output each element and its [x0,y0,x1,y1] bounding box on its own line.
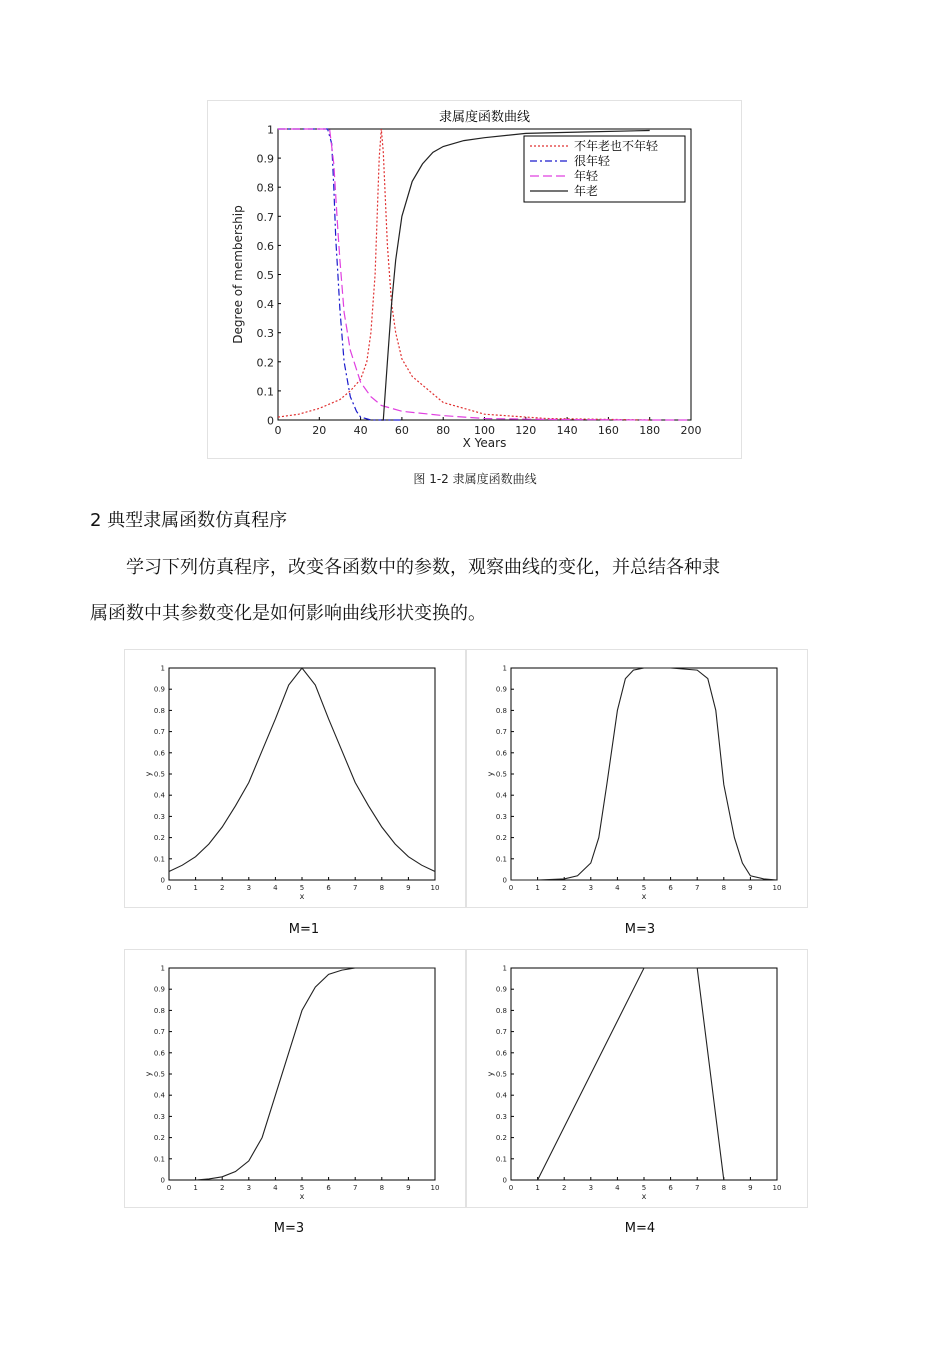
subfigure-2 [466,649,808,908]
x-tick-label: 8 [721,884,727,892]
x-tick-label: 0 [274,424,282,437]
x-tick-label: 10 [772,884,782,892]
x-tick-label: 9 [748,884,753,892]
y-tick-label: 1 [267,123,274,137]
subfigure-caption-3: M=3 [273,1221,305,1236]
y-tick-label: 0.7 [495,1028,507,1037]
subfigure-3 [124,949,466,1208]
chart-title: 隶属度函数曲线 [438,110,531,125]
y-tick-label: 0 [267,414,274,428]
x-tick-label: 0 [508,1184,514,1192]
x-tick-label: 5 [299,1184,305,1192]
x-tick-label: 2 [561,1184,567,1192]
y-tick-label: 0.4 [153,1091,165,1100]
x-tick-label: 7 [352,1184,358,1192]
x-axis-label: x [299,892,305,901]
x-tick-label: 6 [326,884,331,892]
y-tick-label: 0.5 [256,269,274,282]
y-tick-label: 0.6 [153,1049,165,1058]
y-tick-label: 0.5 [153,1070,165,1079]
x-tick-label: 5 [641,884,647,892]
membership-chart [208,101,741,458]
subplot-m3-b [125,950,465,1207]
x-tick-label: 100 [474,424,495,437]
y-tick-label: 0.6 [495,749,507,758]
x-tick-label: 4 [615,884,620,892]
x-tick-label: 10 [772,1184,782,1192]
y-tick-label: 0.7 [153,728,165,737]
x-tick-label: 2 [561,884,567,892]
y-axis-label: Degree of membership [231,205,245,344]
x-axis-label: x [641,892,647,901]
y-tick-label: 0.1 [495,855,507,864]
x-tick-label: 200 [680,424,702,437]
x-tick-label: 0 [508,884,514,892]
y-tick-label: 0.5 [495,770,507,779]
plot-area [169,968,435,1180]
y-tick-label: 0.3 [495,1112,507,1121]
x-tick-label: 8 [721,1184,727,1192]
y-tick-label: 0.9 [153,985,165,994]
x-tick-label: 7 [694,884,700,892]
y-tick-label: 0.7 [495,728,507,737]
x-tick-label: 3 [588,884,594,892]
y-tick-label: 0 [160,876,165,885]
x-tick-label: 20 [312,424,327,437]
x-tick-label: 160 [597,424,619,437]
figure-caption: 图 1-2 隶属度函数曲线 [413,472,537,486]
y-tick-label: 0.3 [256,327,274,341]
y-tick-label: 0.8 [495,706,507,715]
x-tick-label: 4 [615,1184,620,1192]
y-tick-label: 0.4 [495,791,507,800]
y-tick-label: 0.2 [495,834,507,843]
y-tick-label: 0.4 [256,298,274,312]
x-tick-label: 80 [436,424,451,437]
y-tick-label: 1 [502,664,507,673]
y-tick-label: 0.1 [495,1155,507,1164]
y-tick-label: 0.8 [153,706,165,715]
x-tick-label: 0 [166,884,172,892]
x-tick-label: 8 [379,1184,385,1192]
y-tick-label: 0.1 [256,385,274,399]
y-tick-label: 1 [160,664,165,673]
subfigure-caption-1: M=1 [288,922,320,937]
x-axis-label: x [641,1192,647,1201]
y-axis-label: y [144,1071,153,1077]
x-tick-label: 1 [535,1184,540,1192]
y-tick-label: 0.5 [495,1070,507,1079]
y-tick-label: 0.9 [153,685,165,694]
x-tick-label: 2 [219,1184,225,1192]
x-tick-label: 3 [246,884,252,892]
y-tick-label: 0.6 [153,749,165,758]
y-tick-label: 0.4 [153,791,165,800]
x-tick-label: 1 [535,884,540,892]
legend-label: 很年轻 [574,154,611,168]
x-tick-label: 2 [219,884,225,892]
y-tick-label: 0 [502,1176,507,1185]
y-axis-label: y [486,771,495,777]
y-axis-label: y [144,771,153,777]
x-tick-label: 0 [166,1184,172,1192]
y-tick-label: 1 [160,964,165,973]
x-axis-label: x [299,1192,305,1201]
y-tick-label: 0.1 [153,855,165,864]
x-tick-label: 120 [515,424,537,437]
y-tick-label: 0.8 [256,181,274,195]
x-tick-label: 60 [394,424,409,437]
x-tick-label: 5 [641,1184,647,1192]
plot-area [169,668,435,880]
y-tick-label: 0.3 [153,1112,165,1121]
x-tick-label: 3 [246,1184,252,1192]
legend-label: 不年老也不年轻 [574,139,659,153]
x-tick-label: 10 [430,1184,440,1192]
plot-area [511,968,777,1180]
y-tick-label: 0.9 [495,985,507,994]
x-tick-label: 180 [639,424,661,437]
x-tick-label: 9 [406,884,411,892]
subplot-m3-a [467,650,807,907]
x-tick-label: 9 [748,1184,753,1192]
x-tick-label: 4 [273,884,278,892]
y-tick-label: 0.9 [495,685,507,694]
subfigure-caption-4: M=4 [624,1221,656,1236]
y-tick-label: 0.5 [153,770,165,779]
y-tick-label: 0.4 [495,1091,507,1100]
paragraph-line-1: 学习下列仿真程序，改变各函数中的参数，观察曲线的变化，并总结各种隶 [126,557,720,578]
x-tick-label: 3 [588,1184,594,1192]
y-tick-label: 0.2 [256,356,274,370]
x-axis-label: X Years [462,436,507,450]
x-tick-label: 1 [193,1184,198,1192]
x-tick-label: 8 [379,884,385,892]
x-tick-label: 1 [193,884,198,892]
plot-area [511,668,777,880]
subplot-m4 [467,950,807,1207]
y-tick-label: 1 [502,964,507,973]
y-tick-label: 0 [160,1176,165,1185]
subfigure-caption-2: M=3 [624,922,656,937]
y-tick-label: 0.3 [495,812,507,821]
y-tick-label: 0.1 [153,1155,165,1164]
x-tick-label: 6 [668,1184,673,1192]
y-tick-label: 0.6 [495,1049,507,1058]
y-tick-label: 0.2 [495,1134,507,1143]
paragraph-line-2: 属函数中其参数变化是如何影响曲线形状变换的。 [90,603,486,624]
x-tick-label: 140 [556,424,578,437]
figure-membership-curves [207,100,742,459]
legend-label: 年轻 [574,169,599,183]
subfigure-4 [466,949,808,1208]
section-heading: 2 典型隶属函数仿真程序 [90,510,288,531]
y-tick-label: 0 [502,876,507,885]
y-axis-label: y [486,1071,495,1077]
y-tick-label: 0.9 [256,152,274,166]
x-tick-label: 5 [299,884,305,892]
x-tick-label: 7 [352,884,358,892]
y-tick-label: 0.3 [153,812,165,821]
y-tick-label: 0.2 [153,834,165,843]
x-tick-label: 4 [273,1184,278,1192]
y-tick-label: 0.8 [153,1006,165,1015]
y-tick-label: 0.6 [256,239,274,253]
y-tick-label: 0.8 [495,1006,507,1015]
subfigure-1 [124,649,466,908]
x-tick-label: 10 [430,884,440,892]
x-tick-label: 7 [694,1184,700,1192]
subplot-m1 [125,650,465,907]
x-tick-label: 40 [353,424,368,437]
x-tick-label: 9 [406,1184,411,1192]
legend-label: 年老 [574,184,599,198]
y-tick-label: 0.7 [153,1028,165,1037]
y-tick-label: 0.2 [153,1134,165,1143]
x-tick-label: 6 [326,1184,331,1192]
y-tick-label: 0.7 [256,210,274,224]
x-tick-label: 6 [668,884,673,892]
